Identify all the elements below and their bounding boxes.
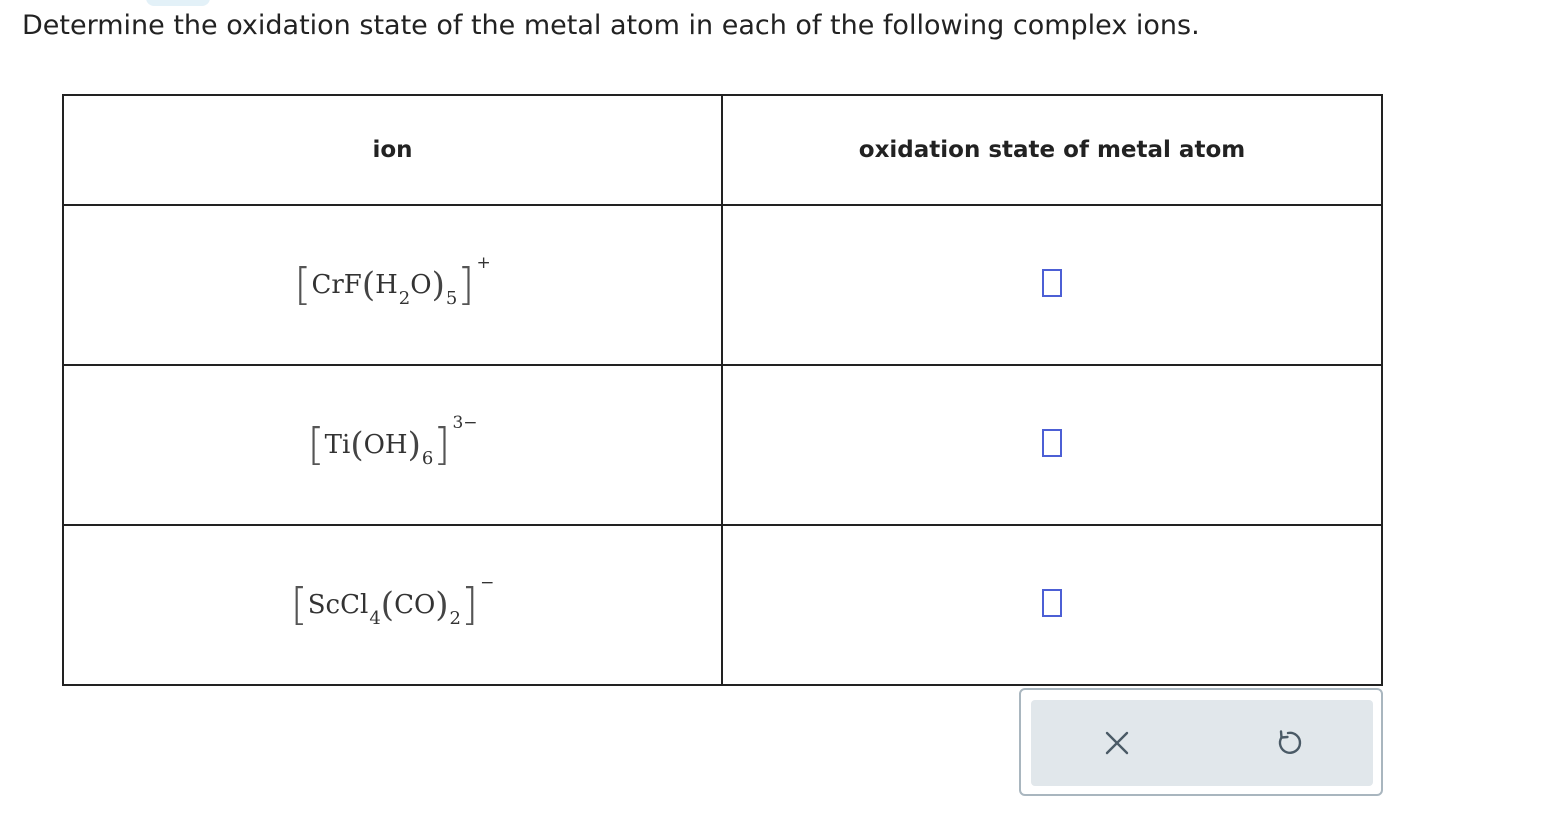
ion-charge: −: [480, 573, 495, 593]
question-text: Determine the oxidation state of the metal atom in each of the following complex ions.: [22, 10, 1200, 41]
header-cell-oxidation: [722, 95, 1382, 205]
answer-input-3[interactable]: [1042, 589, 1062, 617]
table-header-row: [63, 95, 1382, 205]
header-ion: ion: [372, 137, 413, 163]
undo-button[interactable]: [1266, 721, 1310, 765]
ligand-rest: O: [410, 270, 432, 300]
ion-formula-sccl4-co2: $[ScCl_4(CO)_2]$ −: [290, 573, 495, 630]
ion-charge: 3−: [452, 413, 478, 433]
answer-cell: [722, 205, 1382, 365]
ligand-count: 5: [445, 288, 458, 309]
ion-cell: [63, 525, 722, 685]
answer-toolbar: [1019, 688, 1383, 796]
undo-icon: [1273, 728, 1303, 758]
metal-center: ScCl: [307, 590, 369, 620]
ligand-count: 2: [449, 608, 461, 629]
toolbar-panel: [1031, 700, 1373, 786]
close-icon: [1104, 730, 1130, 756]
ion-table: [62, 94, 1383, 686]
answer-input-1[interactable]: [1042, 269, 1062, 297]
ligand-count: 6: [421, 448, 434, 469]
clear-button[interactable]: [1095, 721, 1139, 765]
ligand: CO: [394, 590, 436, 620]
answer-cell: [722, 525, 1382, 685]
table-row: [63, 205, 1382, 365]
ion-formula-ti-oh6: $[Ti(OH)_6]$ $^{3-}$: [307, 413, 478, 470]
answer-input-2[interactable]: [1042, 429, 1062, 457]
table-row: [63, 525, 1382, 685]
ion-cell: [63, 205, 722, 365]
metal-center: CrF: [311, 270, 362, 300]
header-oxidation-state: oxidation state of metal atom: [858, 137, 1246, 163]
ligand: H: [375, 270, 398, 300]
answer-cell: [722, 365, 1382, 525]
top-tab-indicator: [146, 0, 210, 6]
ion-charge: +: [476, 253, 491, 273]
ion-cell: [63, 365, 722, 525]
ion-formula-crf-h2o5: $[CrF(H_2O)_5]$ +: [294, 253, 491, 310]
center-subscript: 4: [369, 608, 381, 629]
metal-center: Ti: [324, 430, 351, 460]
header-cell-ion: [63, 95, 722, 205]
table-row: [63, 365, 1382, 525]
ligand-subscript: 2: [398, 288, 411, 309]
ligand: OH: [363, 430, 408, 460]
